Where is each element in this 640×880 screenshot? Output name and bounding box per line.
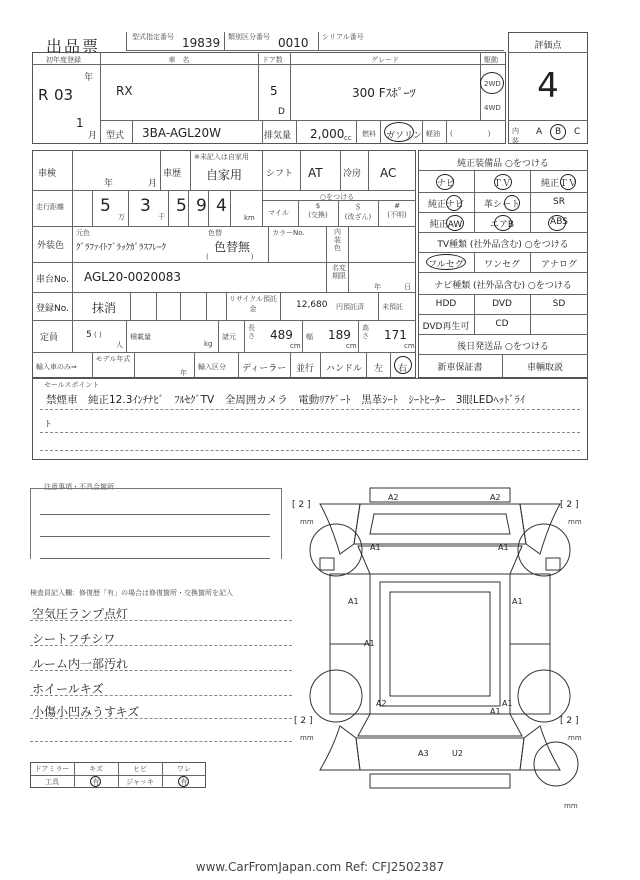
car-damage-diagram — [290, 474, 590, 814]
serial-label: シリアル番号 — [322, 33, 364, 41]
mark-a2-front-bumper-right: A2 — [490, 493, 501, 502]
interior-c: C — [574, 127, 581, 137]
light-oil-label: 軽油 — [426, 130, 440, 138]
navi-cd: CD — [495, 319, 509, 329]
name-change-year-unit: 年 — [374, 283, 381, 291]
length: 489 — [270, 328, 293, 342]
reg-number: 抹消 — [92, 301, 117, 315]
mileage-tamper: ＄ (改ざん) — [344, 203, 372, 221]
paint-label: 色替 — [208, 229, 222, 237]
month-unit: 月 — [88, 131, 98, 141]
color-no-label: カラーNo. — [272, 229, 305, 237]
navi-dvd: DVD — [492, 299, 512, 309]
tire-rl-depth: [ 2 ] — [294, 716, 313, 726]
equip-genuine-tv: 純正ＴＶ — [540, 179, 577, 189]
handle-label: ハンドル — [326, 364, 363, 374]
navi-dvd-play: DVD再生可 — [422, 322, 470, 332]
mileage-unit: km — [244, 214, 255, 222]
import-dealer: ディーラー — [242, 364, 287, 374]
mark-a1-rear-right-fender: A1 — [502, 699, 513, 708]
later-warranty: 新車保証書 — [437, 363, 483, 373]
tire-rr-unit: mm — [568, 734, 582, 742]
mileage-digit-4: 9 — [196, 196, 207, 216]
import-class-label: 輸入区分 — [198, 363, 226, 371]
car-name-label: 車 名 — [168, 56, 190, 64]
inspector-label: 検査員記入欄：修復歴「有」の場合は修復箇所・交換箇所を記入 — [30, 589, 233, 597]
paint: 色替無 — [214, 240, 251, 254]
sales-label: セールスポイント — [44, 381, 100, 389]
ext-color-label: 外装色 — [37, 241, 65, 251]
import-only-label: 輸入車のみ⇒ — [36, 363, 77, 371]
equip-abs-circle — [548, 215, 566, 231]
interior-label: 内装 — [512, 127, 519, 145]
capacity: 5 — [86, 330, 92, 340]
mark-a2-rear-left-fender: A2 — [376, 699, 387, 708]
mileage-circle-note: ○をつける — [320, 193, 355, 201]
tools-tool-circle — [90, 776, 101, 787]
tools-jack-circle — [178, 776, 189, 787]
spare-tire-unit: mm — [564, 802, 578, 810]
later-title: 後日発送品 ○をつける — [457, 342, 549, 352]
chassis-label: 車台No. — [36, 275, 69, 285]
score-value: 4 — [537, 66, 559, 106]
reg-label: 登録No. — [36, 304, 69, 314]
class-label: 類別区分番号 — [228, 33, 270, 41]
mark-a1-right-front-door: A1 — [512, 597, 523, 606]
fuel: ガソリン — [386, 131, 423, 141]
equip-abs: ABS — [550, 217, 568, 227]
tv-analog: アナログ — [540, 260, 577, 270]
drive-4wd: 4WD — [484, 104, 501, 112]
use-note: ※未記入は自家用 — [194, 153, 249, 161]
era: R — [38, 86, 49, 104]
shift-label: シフト — [266, 169, 294, 179]
orig-color: ｸﾞﾗﾌｧｲﾄﾌﾞﾗｯｸｶﾞﾗｽﾌﾚｰｸ — [76, 243, 167, 253]
equip-genuine-aw: 純正AW — [429, 220, 463, 230]
recycle-note: 円預託済 — [336, 303, 364, 311]
equip-sr: SR — [553, 197, 565, 207]
fuel-label: 燃料 — [362, 130, 376, 138]
tv-full-seg: フルセグ — [428, 260, 464, 270]
equip-tv: ＴＶ — [492, 179, 511, 189]
navi-hdd: HDD — [435, 299, 457, 309]
model: 3BA-AGL20W — [142, 126, 221, 140]
sales-line-2: ﾄ — [46, 420, 51, 430]
tire-fr-unit: mm — [568, 518, 582, 526]
note-item-1: 空気圧ランプ点灯 — [32, 607, 129, 621]
mileage-digit-5: 4 — [216, 196, 227, 216]
mileage-label: 走行距離 — [36, 203, 64, 211]
chassis-number: AGL20-0020083 — [84, 270, 182, 284]
capacity-paren: ( ) — [94, 331, 102, 339]
displacement: 2,000 — [310, 127, 345, 141]
fuel-circle — [384, 122, 414, 142]
class-code: 0010 — [278, 36, 309, 50]
note-item-4: ホイールキズ — [32, 682, 104, 696]
recycle-amount: 12,680 — [296, 300, 328, 310]
equip-navi: ナビ — [436, 179, 455, 189]
car-name: RX — [116, 84, 133, 98]
note-item-2: シートフチシワ — [32, 632, 116, 646]
ac-label: 冷房 — [343, 169, 362, 179]
name-change-label: 名変期限 — [332, 264, 346, 280]
mileage-man: 万 — [118, 213, 125, 221]
notes-label: 注意事項・不具合箇所 — [44, 483, 114, 491]
mile-label: マイル — [268, 209, 289, 217]
door-type: D — [278, 107, 285, 117]
tire-fr-depth: [ 2 ] — [560, 500, 579, 510]
dim-label: 諸元 — [222, 333, 236, 341]
handle-right-circle — [394, 356, 412, 374]
disp-unit: cc — [344, 134, 352, 142]
form-title: 出品票 — [46, 37, 101, 56]
drive-label: 駆動 — [484, 56, 498, 64]
capacity-label: 定員 — [40, 333, 59, 343]
equip-genuine-navi-circle — [446, 195, 462, 211]
year: 03 — [54, 86, 74, 104]
mark-a2-front-bumper-left: A2 — [388, 493, 399, 502]
navi-type-title: ナビ種類 (社外品含む) ○をつける — [434, 281, 572, 291]
mileage-digit-2: 3 — [140, 196, 151, 216]
width: 189 — [328, 328, 351, 342]
capacity-unit: 人 — [116, 341, 123, 349]
tools-h2: キズ — [89, 765, 103, 773]
mark-a1-front-right-fender: A1 — [498, 543, 509, 552]
ac: AC — [380, 166, 397, 180]
tv-type-title: TV種類 (社外品含む) ○をつける — [437, 240, 569, 250]
equip-leather: 革シート — [483, 200, 520, 210]
tools-tool-label: 工具 — [45, 778, 59, 786]
length-unit: cm — [290, 342, 301, 350]
handle-right: 右 — [398, 364, 408, 374]
equip-title: 純正装備品 ○をつける — [457, 159, 549, 169]
tools-h3: ヒビ — [133, 765, 147, 773]
first-reg-label: 初年度登録 — [46, 56, 81, 64]
interior-b-circle — [550, 124, 566, 140]
use: 自家用 — [206, 168, 243, 182]
disp-label: 排気量 — [264, 131, 292, 141]
tire-rr-depth: [ 2 ] — [560, 716, 579, 726]
later-manual: 車輌取説 — [526, 363, 563, 373]
equip-leather-circle — [504, 195, 520, 211]
recycle-unpaid: 未預託 — [382, 303, 403, 311]
equip-tv-circle — [494, 174, 512, 190]
drive-2wd: 2WD — [484, 80, 501, 88]
tools-tool-mark: 有 — [92, 778, 100, 786]
mark-a1-rear: A1 — [490, 707, 501, 716]
mileage-sen: 千 — [158, 213, 165, 221]
navi-sd: SD — [552, 299, 566, 309]
note-item-5: 小傷小凹みうすキズ — [32, 705, 140, 719]
door-label: ドア数 — [262, 56, 283, 64]
shaken-month-unit: 月 — [148, 179, 158, 189]
tire-rl-unit: mm — [300, 734, 314, 742]
light-oil-paren: ( ) — [450, 130, 491, 138]
footer-watermark: www.CarFromJapan.com Ref: CFJ2502387 — [195, 860, 445, 874]
load-unit: kg — [204, 340, 213, 348]
equip-genuine-navi: 純正ナビ — [427, 200, 464, 210]
mileage-digit-1: 5 — [100, 196, 111, 216]
doors: 5 — [270, 84, 278, 98]
equip-navi-circle — [436, 174, 454, 190]
recycle-label: リサイクル預託金 — [228, 295, 278, 313]
tv-one-seg: ワンセグ — [483, 260, 520, 270]
mark-a1-left-front-door: A1 — [348, 597, 359, 606]
score-label: 評価点 — [534, 41, 562, 51]
mileage-digit-3: 5 — [176, 196, 187, 216]
year-unit: 年 — [84, 73, 94, 83]
interior-a: A — [536, 127, 543, 137]
width-unit: cm — [346, 342, 357, 350]
model-code-label: 型式指定番号 — [132, 33, 174, 41]
drive-2wd-circle — [480, 72, 504, 94]
mileage-unknown: # (不明) — [387, 202, 407, 219]
height-unit: cm — [404, 342, 415, 350]
width-label: 幅 — [306, 333, 313, 341]
model-year-label: モデル年式 — [95, 355, 131, 363]
use-label: 車歴 — [163, 169, 182, 179]
mileage-exchange: $ (交換) — [308, 202, 328, 219]
note-item-3: ルーム内一部汚れ — [32, 657, 129, 671]
tools-jack-mark: 有 — [180, 778, 188, 786]
tools-h4: ワレ — [177, 765, 191, 773]
tire-fl-unit: mm — [300, 518, 314, 526]
mark-a1-front-left-fender: A1 — [370, 543, 381, 552]
tools-h1: ドアミラー — [34, 765, 70, 773]
equip-genuine-tv-circle — [560, 174, 576, 190]
equip-genuine-aw-circle — [446, 215, 464, 231]
model-year-unit: 年 — [180, 369, 187, 377]
mark-a3-rear-bumper: A3 — [418, 749, 429, 758]
grade-label: グレード — [371, 56, 399, 64]
paint-paren: ( ) — [206, 253, 254, 261]
equip-airbag-circle — [494, 215, 512, 231]
tools-jack-label: ジャッキ — [126, 778, 154, 786]
equip-airbag: エアB — [489, 220, 515, 230]
height-label: 高さ — [362, 324, 369, 340]
model-code: 19839 — [182, 36, 221, 50]
int-color-label: 内装色 — [334, 228, 341, 252]
mark-u2-rear-bumper: U2 — [452, 749, 463, 758]
shaken-year-unit: 年 — [104, 179, 114, 189]
month: 1 — [76, 116, 84, 130]
name-change-day-unit: 日 — [404, 283, 411, 291]
handle-left: 左 — [374, 364, 384, 374]
tv-full-seg-circle — [426, 254, 466, 270]
length-label: 長さ — [248, 324, 255, 340]
shift: AT — [308, 166, 323, 180]
orig-color-label: 元色 — [76, 229, 90, 237]
model-label: 型式 — [106, 131, 125, 141]
shaken-label: 車検 — [38, 169, 57, 179]
load-label: 積載量 — [130, 333, 151, 341]
import-parallel: 並行 — [296, 364, 315, 374]
height: 171 — [384, 328, 407, 342]
tire-fl-depth: [ 2 ] — [292, 500, 311, 510]
grade: 300 Fｽﾎﾟｰﾂ — [352, 86, 416, 100]
notes-bracket — [30, 488, 282, 559]
sales-line-1: 禁煙車 純正12.3ｲﾝﾁﾅﾋﾞ ﾌﾙｾｸﾞTV 全周囲カメラ 電動ﾘｱｹﾞｰﾄ 黒革ｼｰﾄ ｼｰﾄﾋｰﾀｰ 3眼LEDﾍｯﾄﾞﾗｲ — [46, 394, 525, 406]
mark-a1-left-rear-door: A1 — [364, 639, 375, 648]
interior-b: B — [555, 127, 562, 137]
